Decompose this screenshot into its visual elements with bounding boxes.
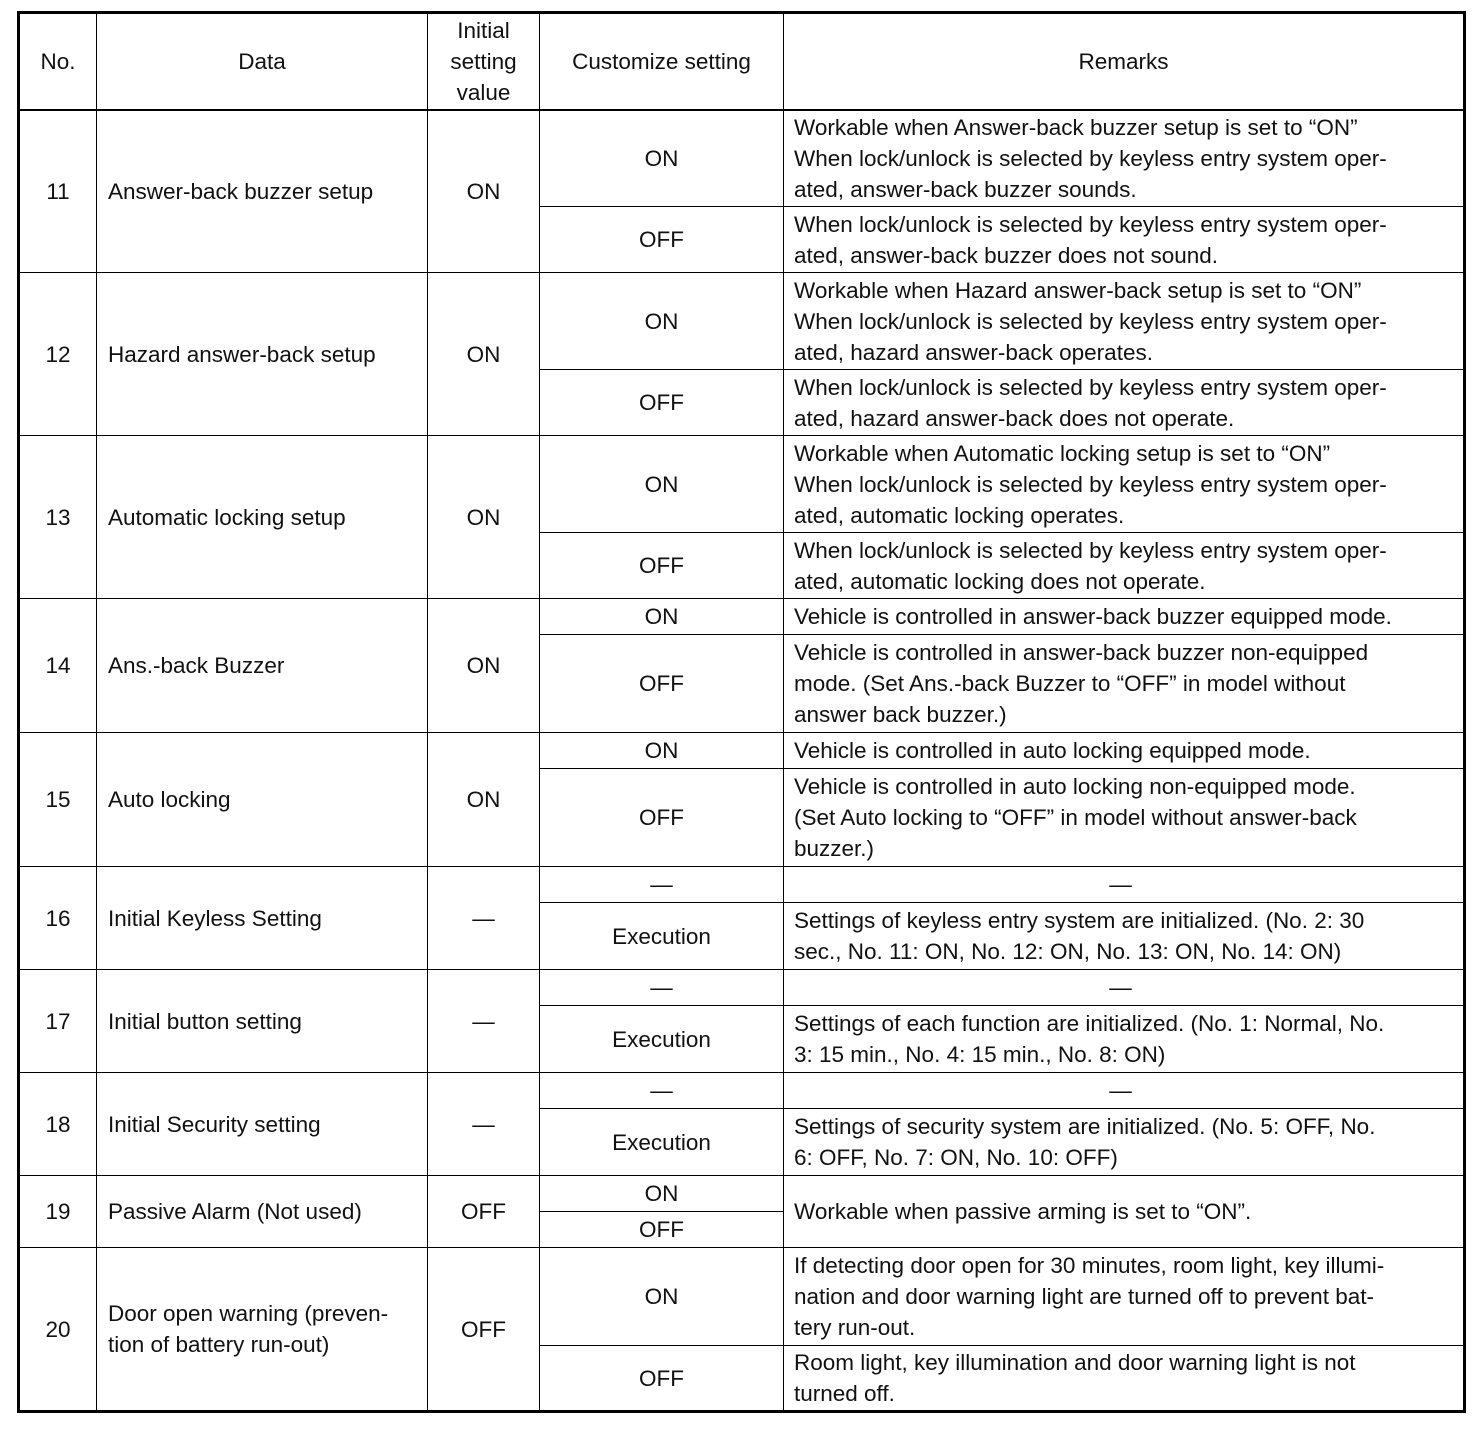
remarks-line: Workable when Automatic locking setup is set to “ON” — [794, 440, 1331, 466]
initial-setting-value: — — [428, 970, 540, 1073]
header-customize-setting: Customize setting — [540, 13, 784, 110]
table-row — [19, 733, 1465, 769]
data-item-name — [97, 1248, 428, 1412]
remarks-line: Workable when Hazard answer-back setup is set to “ON” — [794, 277, 1362, 303]
remarks-line: Vehicle is controlled in answer-back buzzer non-equipped — [794, 640, 1369, 665]
header-initial-line-1: Initial — [457, 17, 510, 43]
customize-setting-option: ON — [540, 273, 784, 370]
remarks-line: If detecting door open for 30 minutes, room light, key illumi- — [794, 1253, 1385, 1278]
remarks-cell — [784, 110, 1465, 207]
remarks-cell — [784, 903, 1465, 970]
row-number: 11 — [19, 110, 97, 273]
customize-setting-option: ON — [540, 110, 784, 207]
remarks-line: When lock/unlock is selected by keyless entry system oper- — [794, 374, 1387, 400]
row-number: 20 — [19, 1248, 97, 1412]
remarks-cell — [784, 769, 1465, 867]
remarks-cell — [784, 370, 1465, 436]
remarks-cell — [784, 970, 1465, 1006]
customize-setting-option: OFF — [540, 207, 784, 273]
remarks-line: nation and door warning light are turned off to prevent bat- — [794, 1284, 1374, 1309]
remarks-cell — [784, 273, 1465, 370]
row-number: 15 — [19, 733, 97, 867]
remarks-cell — [784, 1073, 1465, 1109]
remarks-line: ated, hazard answer-back operates. — [794, 339, 1153, 365]
data-item-name: Ans.-back Buzzer — [97, 599, 428, 733]
remarks-cell — [784, 1006, 1465, 1073]
initial-setting-value: ON — [428, 436, 540, 599]
row-number: 12 — [19, 273, 97, 436]
customize-setting-option: ON — [540, 733, 784, 769]
customize-setting-option: OFF — [540, 1346, 784, 1412]
remarks-cell: Workable when passive arming is set to “ON”. — [784, 1176, 1465, 1248]
customize-setting-option: — — [540, 970, 784, 1006]
row-number: 18 — [19, 1073, 97, 1176]
initial-setting-value: — — [428, 867, 540, 970]
header-data: Data — [97, 13, 428, 110]
remarks-line: answer back buzzer.) — [794, 702, 1007, 727]
remarks-line: buzzer.) — [794, 836, 875, 861]
customize-setting-option: Execution — [540, 903, 784, 970]
initial-setting-value: ON — [428, 599, 540, 733]
initial-setting-value: — — [428, 1073, 540, 1176]
customize-setting-option: OFF — [540, 635, 784, 733]
remarks-cell — [784, 1109, 1465, 1176]
remarks-cell — [784, 867, 1465, 903]
header-remarks: Remarks — [784, 13, 1465, 110]
customize-setting-option: Execution — [540, 1109, 784, 1176]
remarks-cell — [784, 733, 1465, 769]
data-item-name: Hazard answer-back setup — [97, 273, 428, 436]
remarks-line: When lock/unlock is selected by keyless entry system oper- — [794, 308, 1387, 334]
customize-setting-option: ON — [540, 1248, 784, 1346]
row-number: 16 — [19, 867, 97, 970]
remarks-line: — — [1109, 872, 1132, 897]
data-item-name: Initial button setting — [97, 970, 428, 1073]
remarks-line: — — [1109, 975, 1132, 1000]
remarks-line: Settings of security system are initialized. (No. 5: OFF, No. — [794, 1114, 1376, 1139]
initial-setting-value: OFF — [428, 1176, 540, 1248]
data-item-name: Passive Alarm (Not used) — [97, 1176, 428, 1248]
header-initial-line-3: value — [456, 79, 511, 105]
table-row — [19, 1176, 1465, 1212]
customize-setting-option: OFF — [540, 533, 784, 599]
remarks-line: turned off. — [794, 1381, 895, 1406]
table-row — [19, 970, 1465, 1006]
remarks-line: ated, hazard answer-back does not operate. — [794, 405, 1235, 431]
remarks-cell — [784, 599, 1465, 635]
remarks-line: When lock/unlock is selected by keyless entry system oper- — [794, 145, 1387, 171]
row-number: 17 — [19, 970, 97, 1073]
customize-setting-option: OFF — [540, 370, 784, 436]
initial-setting-value: ON — [428, 110, 540, 273]
remarks-line: Vehicle is controlled in auto locking non-equipped mode. — [794, 774, 1356, 799]
customize-setting-option: OFF — [540, 769, 784, 867]
remarks-line: 3: 15 min., No. 4: 15 min., No. 8: ON) — [794, 1042, 1166, 1067]
remarks-cell — [784, 635, 1465, 733]
header-no: No. — [19, 13, 97, 110]
table-row — [19, 1248, 1465, 1346]
data-item-name: Automatic locking setup — [97, 436, 428, 599]
table-row — [19, 273, 1465, 370]
remarks-line: Room light, key illumination and door warning light is not — [794, 1350, 1356, 1375]
initial-setting-value: ON — [428, 733, 540, 867]
remarks-line: When lock/unlock is selected by keyless entry system oper- — [794, 211, 1387, 237]
customize-setting-option: OFF — [540, 1212, 784, 1248]
customize-setting-option: ON — [540, 599, 784, 635]
table-row — [19, 436, 1465, 533]
customize-setting-option: — — [540, 867, 784, 903]
remarks-line: ated, answer-back buzzer sounds. — [794, 176, 1137, 202]
header-initial-line-2: setting — [450, 48, 517, 74]
remarks-line: When lock/unlock is selected by keyless entry system oper- — [794, 537, 1387, 563]
customize-setting-option: — — [540, 1073, 784, 1109]
customize-setting-option: Execution — [540, 1006, 784, 1073]
remarks-cell — [784, 1346, 1465, 1412]
data-item-name: Initial Keyless Setting — [97, 867, 428, 970]
customize-setting-option: ON — [540, 1176, 784, 1212]
remarks-line: Vehicle is controlled in answer-back buzzer equipped mode. — [794, 604, 1392, 629]
remarks-cell — [784, 436, 1465, 533]
remarks-cell — [784, 533, 1465, 599]
remarks-line: Settings of each function are initialized. (No. 1: Normal, No. — [794, 1011, 1385, 1036]
remarks-line: ated, automatic locking operates. — [794, 502, 1125, 528]
table-body — [19, 110, 1465, 1412]
remarks-line: Settings of keyless entry system are initialized. (No. 2: 30 — [794, 908, 1365, 933]
remarks-line: mode. (Set Ans.-back Buzzer to “OFF” in model without — [794, 671, 1346, 696]
remarks-line: — — [1109, 1078, 1132, 1103]
table-row — [19, 599, 1465, 635]
remarks-line: 6: OFF, No. 7: ON, No. 10: OFF) — [794, 1145, 1118, 1170]
row-number: 14 — [19, 599, 97, 733]
initial-setting-value: ON — [428, 273, 540, 436]
customize-setting-option: ON — [540, 436, 784, 533]
table-row — [19, 110, 1465, 207]
data-item-name: Answer-back buzzer setup — [97, 110, 428, 273]
remarks-line: sec., No. 11: ON, No. 12: ON, No. 13: ON, No. 14: ON) — [794, 939, 1342, 964]
remarks-cell — [784, 207, 1465, 273]
table-row — [19, 1073, 1465, 1109]
header-row — [19, 13, 1465, 110]
initial-setting-value: OFF — [428, 1248, 540, 1412]
remarks-line: Workable when Answer-back buzzer setup is set to “ON” — [794, 114, 1358, 140]
customize-settings-table — [17, 11, 1466, 1413]
remarks-cell — [784, 1248, 1465, 1346]
data-item-name-line: Door open warning (preven- — [108, 1301, 389, 1326]
remarks-line: tery run-out. — [794, 1315, 916, 1340]
remarks-line: ated, answer-back buzzer does not sound. — [794, 242, 1219, 268]
data-item-name-line: tion of battery run-out) — [108, 1332, 330, 1357]
header-initial-setting — [428, 13, 540, 110]
remarks-line: (Set Auto locking to “OFF” in model without answer-back — [794, 805, 1357, 830]
row-number: 13 — [19, 436, 97, 599]
data-item-name: Auto locking — [97, 733, 428, 867]
table-row — [19, 867, 1465, 903]
remarks-line: Vehicle is controlled in auto locking equipped mode. — [794, 738, 1311, 763]
row-number: 19 — [19, 1176, 97, 1248]
remarks-line: ated, automatic locking does not operate. — [794, 568, 1206, 594]
data-item-name: Initial Security setting — [97, 1073, 428, 1176]
remarks-line: When lock/unlock is selected by keyless entry system oper- — [794, 471, 1387, 497]
